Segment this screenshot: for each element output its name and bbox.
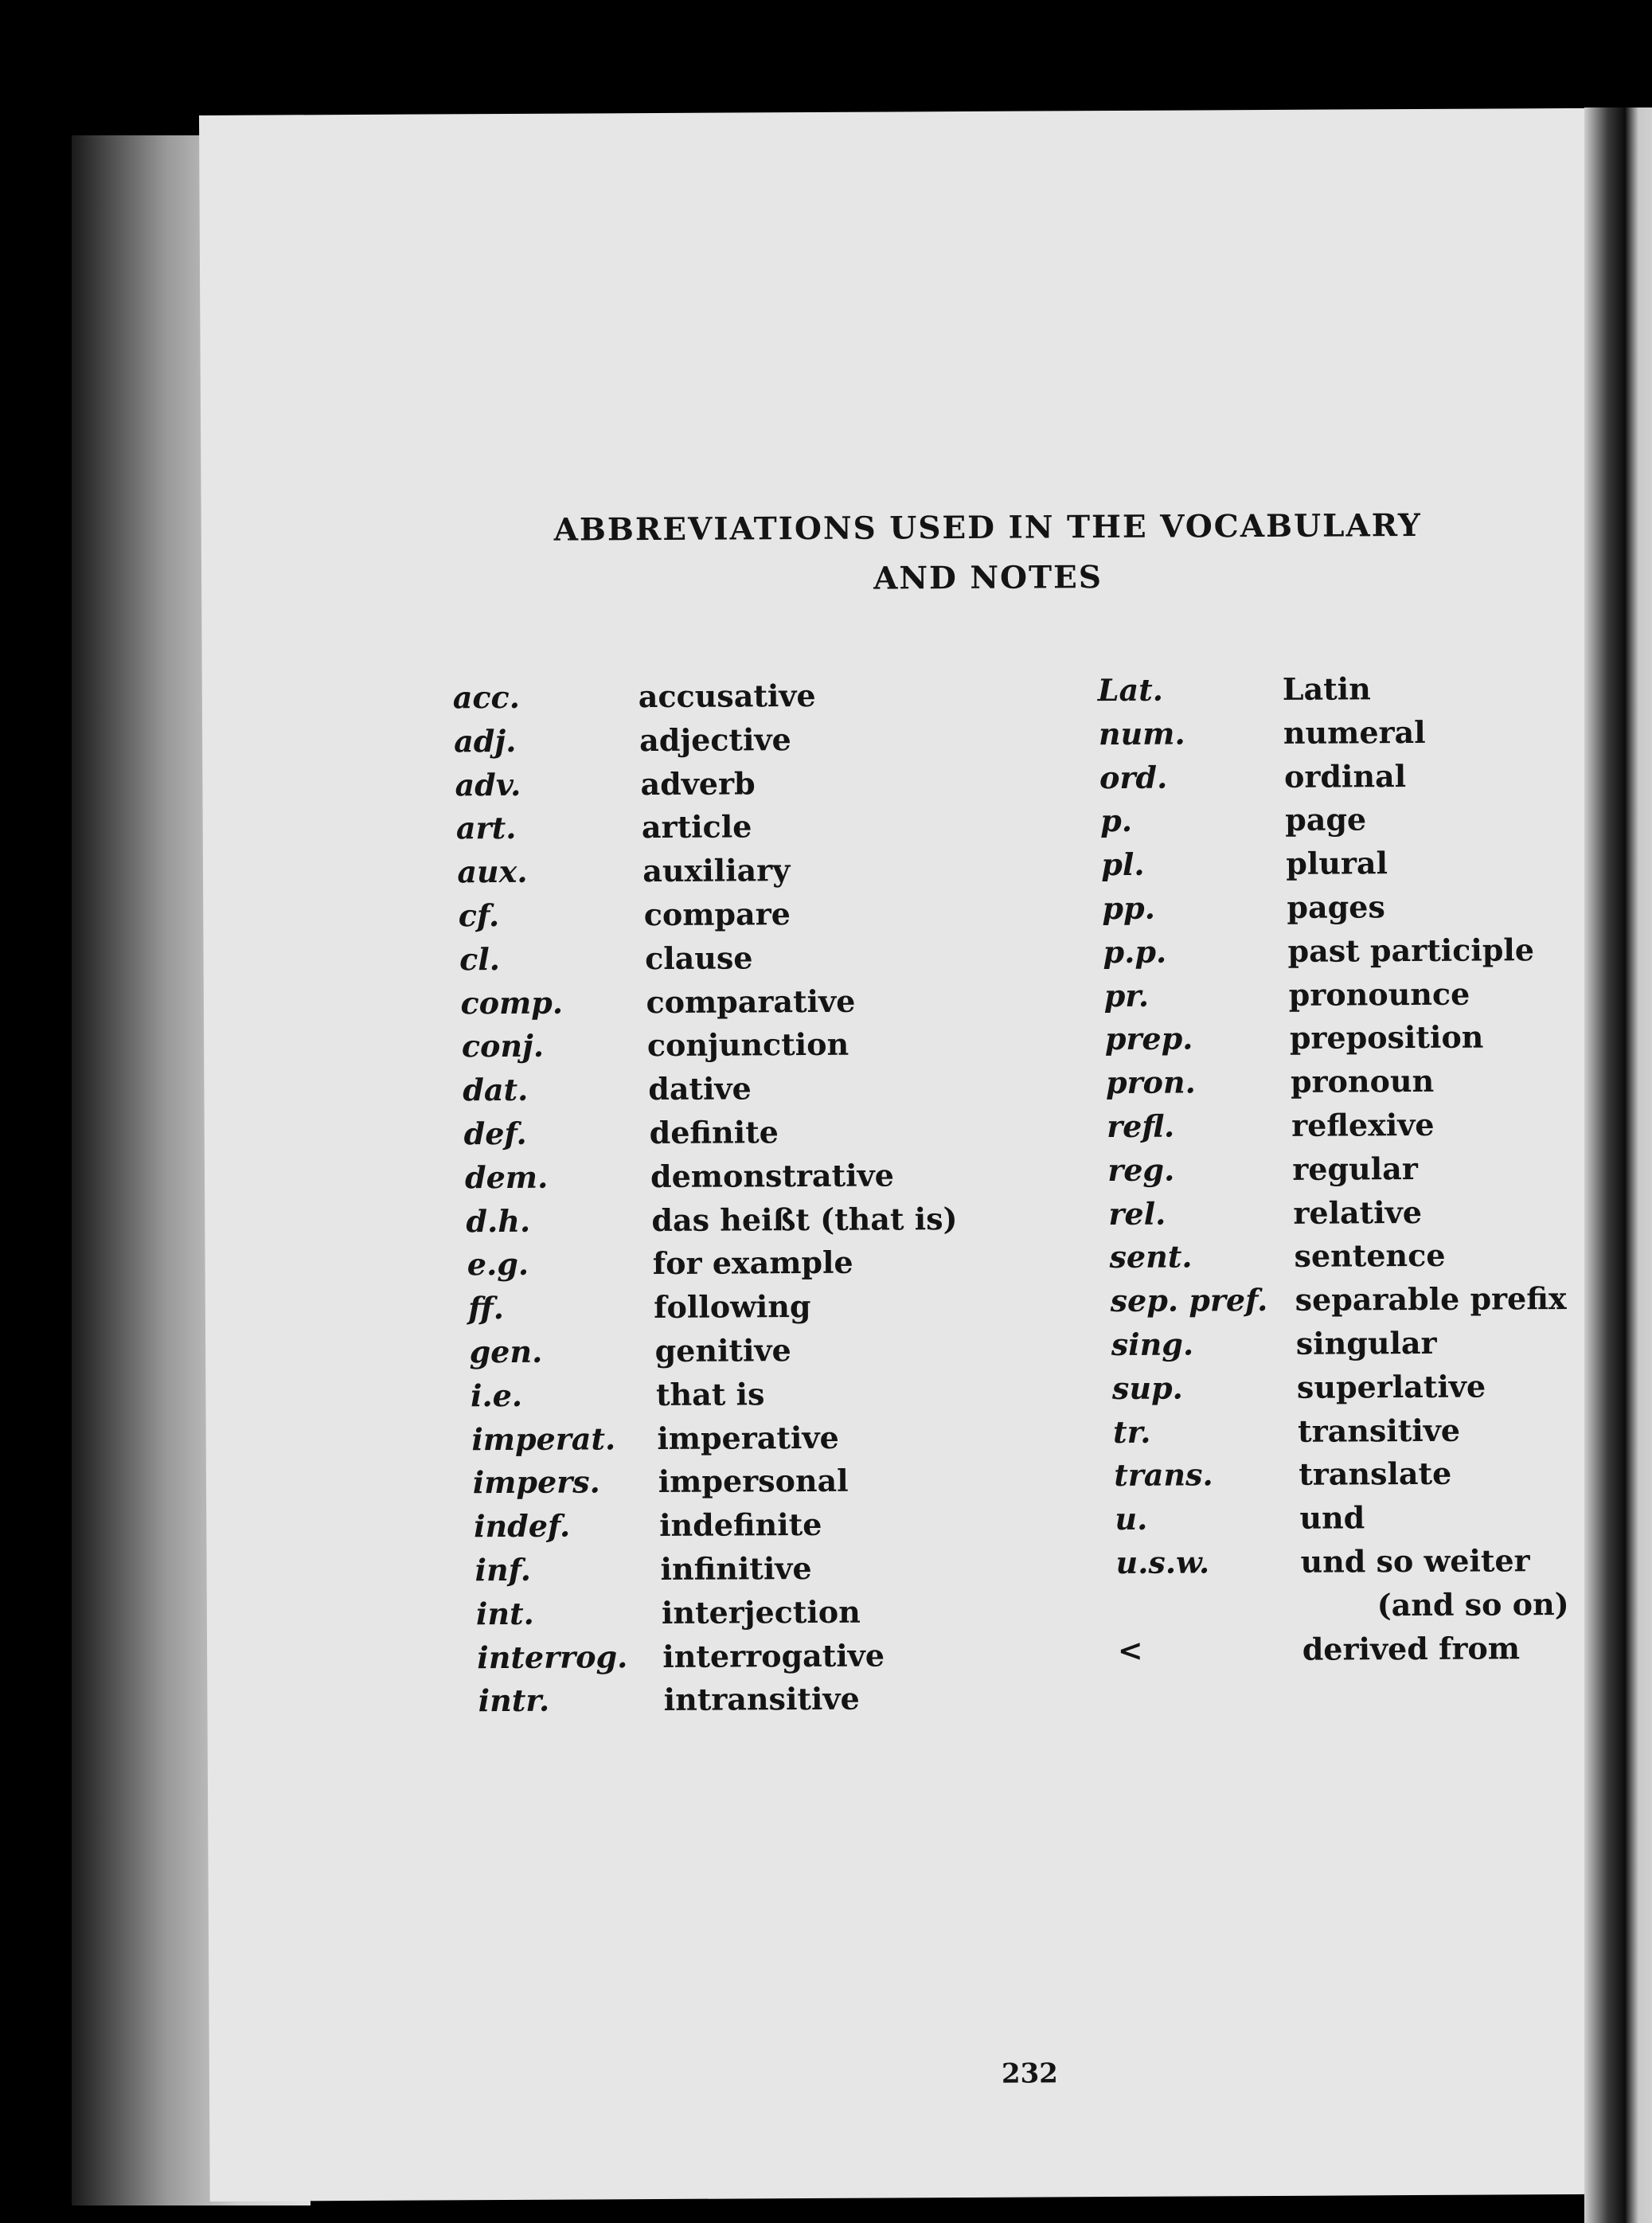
- abbreviation-definition: infinitive: [660, 1549, 812, 1587]
- abbreviation-term: impers.: [472, 1463, 600, 1501]
- abbreviation-definition: singular: [1295, 1324, 1437, 1362]
- abbreviation-term: rel.: [1108, 1195, 1166, 1232]
- abbreviation-definition: und so weiter: [1300, 1542, 1530, 1580]
- abbreviation-definition: regular: [1292, 1150, 1418, 1187]
- abbreviation-definition: clause: [645, 940, 753, 976]
- abbreviation-term: pl.: [1101, 846, 1145, 883]
- abbreviation-term: cf.: [458, 897, 500, 934]
- abbreviation-definition: ordinal: [1283, 757, 1407, 795]
- abbreviation-term: <: [1117, 1631, 1143, 1668]
- abbreviation-term: p.: [1100, 803, 1133, 839]
- abbreviation-term: refl.: [1107, 1108, 1175, 1145]
- abbreviation-definition: reflexive: [1291, 1106, 1435, 1143]
- abbreviation-definition: impersonal: [658, 1463, 849, 1500]
- abbreviation-definition: preposition: [1289, 1018, 1484, 1057]
- abbreviation-definition: plural: [1286, 845, 1388, 882]
- abbreviation-definition: comparative: [646, 983, 856, 1020]
- abbreviation-definition: translate: [1299, 1455, 1452, 1493]
- abbreviation-term: art.: [455, 810, 517, 846]
- abbreviation-term: sing.: [1111, 1326, 1194, 1363]
- abbreviation-term: d.h.: [466, 1202, 531, 1239]
- abbreviation-definition: auxiliary: [642, 852, 791, 889]
- abbreviation-definition: separable prefix: [1295, 1280, 1567, 1318]
- abbreviation-definition: imperative: [657, 1419, 839, 1456]
- abbreviation-definition: for example: [652, 1244, 853, 1282]
- abbreviation-term: u.: [1115, 1500, 1148, 1537]
- abbreviation-term: pron.: [1105, 1064, 1196, 1101]
- abbreviation-definition: conjunction: [646, 1026, 849, 1064]
- abbreviation-term: tr.: [1112, 1413, 1151, 1450]
- abbreviation-term: adv.: [455, 766, 521, 803]
- abbreviation-definition: article: [641, 808, 752, 846]
- abbreviation-definition: genitive: [654, 1332, 791, 1369]
- abbreviation-term: reg.: [1107, 1151, 1175, 1188]
- abbreviation-term: imperat.: [471, 1420, 616, 1457]
- abbreviation-term: conj.: [461, 1028, 545, 1065]
- abbreviation-definition: pronounce: [1288, 975, 1470, 1013]
- abbreviation-definition: adjective: [639, 721, 791, 758]
- abbreviation-definition: superlative: [1296, 1368, 1486, 1405]
- abbreviation-term: prep.: [1104, 1020, 1193, 1057]
- abbreviation-definition: relative: [1293, 1194, 1423, 1231]
- abbreviation-term: num.: [1098, 715, 1185, 752]
- abbreviation-definition: that is: [655, 1376, 765, 1412]
- abbreviation-term: pp.: [1102, 889, 1155, 927]
- abbreviation-definition: sentence: [1294, 1237, 1446, 1275]
- abbreviation-term: pr.: [1103, 977, 1150, 1014]
- abbreviation-term: e.g.: [467, 1246, 529, 1283]
- abbreviation-definition: past participle: [1287, 932, 1535, 969]
- abbreviation-definition: pronoun: [1290, 1063, 1435, 1100]
- abbreviation-definition: accusative: [638, 677, 816, 715]
- abbreviation-definition: das heißt (that is): [651, 1200, 958, 1238]
- abbreviation-definition: page: [1285, 801, 1367, 838]
- abbreviation-definition: Latin: [1282, 670, 1371, 707]
- abbreviation-term: cl.: [459, 940, 501, 978]
- abbreviation-definition: und: [1299, 1499, 1365, 1536]
- abbreviation-term: Lat.: [1097, 671, 1164, 709]
- abbreviation-term: def.: [463, 1115, 527, 1152]
- abbreviation-term: int.: [475, 1595, 534, 1632]
- abbreviation-term: inf.: [475, 1551, 531, 1588]
- abbreviation-term: ord.: [1099, 759, 1168, 795]
- abbreviation-term: dem.: [464, 1158, 549, 1196]
- abbreviation-term: acc.: [452, 678, 521, 716]
- abbreviation-term: interrog.: [477, 1638, 628, 1675]
- abbreviation-term: ff.: [468, 1290, 505, 1326]
- abbreviation-definition: demonstrative: [650, 1157, 894, 1194]
- abbreviation-term: sep. pref.: [1110, 1282, 1268, 1319]
- facing-page-edge: [1584, 107, 1652, 2223]
- abbreviation-definition: transitive: [1297, 1412, 1461, 1449]
- abbreviation-term: i.e.: [470, 1377, 523, 1414]
- abbreviation-term: trans.: [1114, 1456, 1213, 1494]
- page-title-line-1: ABBREVIATIONS USED IN THE VOCABULARY: [553, 506, 1422, 549]
- abbreviation-term: u.s.w.: [1115, 1544, 1210, 1580]
- abbreviation-definition: definite: [649, 1114, 779, 1151]
- abbreviation-definition: numeral: [1283, 713, 1426, 751]
- page-number: 232: [1001, 2057, 1058, 2090]
- abbreviation-definition: following: [654, 1288, 811, 1326]
- abbreviation-definition: (and so on): [1377, 1585, 1569, 1623]
- abbreviation-term: p.p.: [1103, 933, 1167, 970]
- abbreviation-definition: dative: [648, 1070, 752, 1108]
- abbreviation-term: aux.: [457, 854, 528, 890]
- abbreviation-term: comp.: [460, 984, 564, 1021]
- abbreviation-definition: pages: [1287, 889, 1385, 925]
- abbreviation-term: sup.: [1111, 1369, 1183, 1406]
- abbreviation-definition: interrogative: [662, 1637, 885, 1674]
- abbreviation-term: gen.: [469, 1333, 543, 1370]
- page-title-line-2: AND NOTES: [873, 559, 1103, 597]
- abbreviation-term: sent.: [1109, 1238, 1193, 1276]
- abbreviation-term: adj.: [454, 722, 517, 760]
- abbreviation-definition: adverb: [640, 764, 756, 802]
- abbreviation-term: dat.: [463, 1072, 529, 1108]
- abbreviation-definition: indefinite: [659, 1506, 822, 1544]
- abbreviation-definition: derived from: [1302, 1629, 1521, 1667]
- abbreviation-definition: intransitive: [663, 1681, 860, 1718]
- abbreviation-definition: interjection: [661, 1593, 861, 1631]
- abbreviation-term: indef.: [474, 1507, 571, 1545]
- book-page: [199, 108, 1611, 2202]
- abbreviation-definition: compare: [643, 896, 791, 933]
- abbreviation-term: intr.: [478, 1682, 550, 1719]
